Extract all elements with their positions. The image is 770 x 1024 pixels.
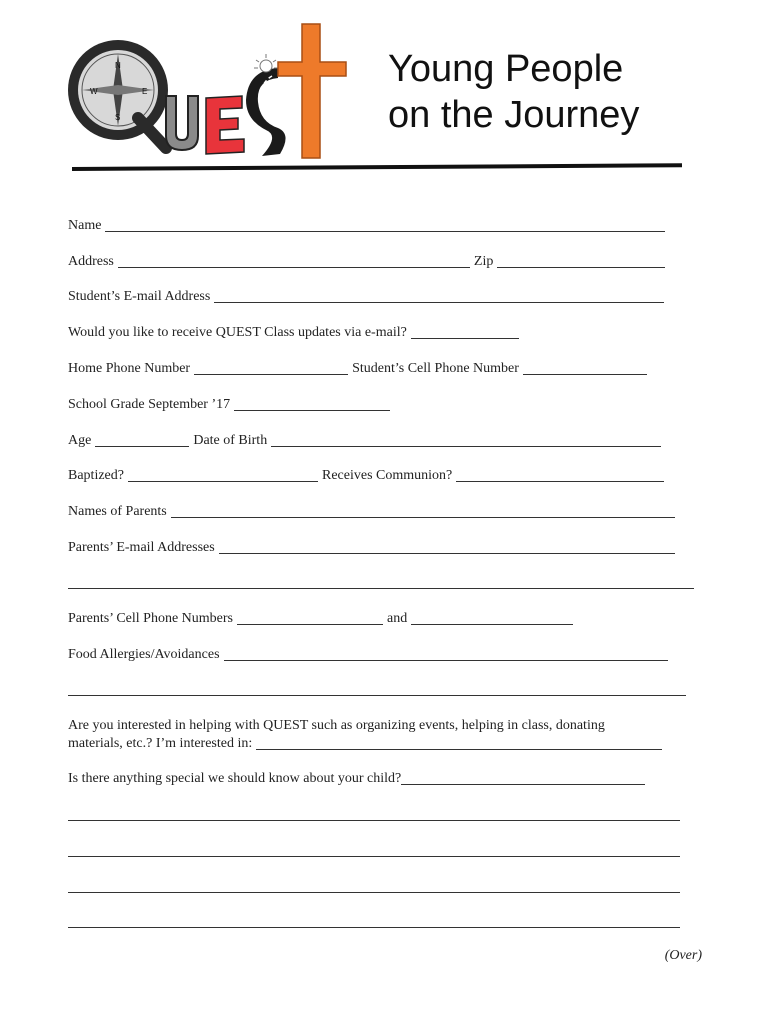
student-email-label: Student’s E-mail Address	[68, 289, 211, 304]
age-field[interactable]	[95, 432, 189, 447]
parents-email-label: Parents’ E-mail Addresses	[68, 540, 215, 555]
name-field[interactable]	[105, 217, 665, 232]
parents-email-extra-line[interactable]	[68, 588, 694, 589]
home-phone-label: Home Phone Number	[68, 361, 191, 376]
parents-email-field[interactable]	[219, 539, 675, 554]
updates-question: Would you like to receive QUEST Class updates via e-mail?	[68, 325, 407, 340]
dob-label: Date of Birth	[193, 433, 268, 448]
student-cell-label: Student’s Cell Phone Number	[352, 361, 519, 376]
baptized-label: Baptized?	[68, 468, 124, 483]
helping-line-2: materials, etc.? I’m interested in:	[68, 736, 253, 751]
address-label: Address	[68, 254, 114, 269]
parents-cell-label: Parents’ Cell Phone Numbers	[68, 611, 233, 626]
svg-text:W: W	[90, 87, 98, 96]
svg-text:N: N	[115, 61, 121, 70]
allergies-field[interactable]	[224, 646, 668, 661]
title-line-2: on the Journey	[388, 94, 640, 136]
baptized-field[interactable]	[128, 467, 318, 482]
compass-icon	[68, 40, 168, 148]
allergies-label: Food Allergies/Avoidances	[68, 647, 220, 662]
page-title	[388, 46, 639, 138]
helping-question	[68, 717, 688, 753]
updates-field[interactable]	[411, 324, 519, 339]
parents-names-row	[68, 503, 679, 521]
special-extra-line-4[interactable]	[68, 927, 680, 928]
student-email-row	[68, 288, 668, 306]
svg-text:E: E	[142, 87, 148, 96]
address-row	[68, 253, 669, 271]
svg-text:S: S	[115, 113, 121, 122]
parents-email-row	[68, 539, 679, 557]
zip-label: Zip	[473, 254, 494, 269]
sacraments-row	[68, 467, 668, 485]
special-extra-line-1[interactable]	[68, 820, 680, 821]
logo-text: QUEST	[66, 18, 70, 19]
dob-field[interactable]	[271, 432, 661, 447]
zip-field[interactable]	[497, 253, 665, 268]
helping-line-1: Are you interested in helping with QUEST such as organizing events, helping in class, donating	[68, 718, 605, 733]
quest-logo	[66, 18, 356, 168]
special-extra-line-3[interactable]	[68, 892, 680, 893]
special-extra-line-2[interactable]	[68, 856, 680, 857]
home-phone-field[interactable]	[194, 360, 348, 375]
address-field[interactable]	[118, 253, 470, 268]
school-grade-label: School Grade September ’17	[68, 397, 231, 412]
allergies-row	[68, 646, 672, 664]
student-cell-field[interactable]	[523, 360, 647, 375]
helping-field[interactable]	[256, 735, 662, 750]
name-label: Name	[68, 218, 102, 233]
special-field[interactable]	[401, 770, 645, 785]
allergies-extra-line[interactable]	[68, 695, 686, 696]
school-grade-field[interactable]	[234, 396, 390, 411]
special-row	[68, 770, 649, 788]
special-label: Is there anything special we should know about your child?	[68, 771, 402, 786]
title-line-1: Young People	[388, 48, 624, 90]
phone-row	[68, 360, 651, 378]
parents-names-field[interactable]	[171, 503, 675, 518]
communion-label: Receives Communion?	[321, 468, 453, 483]
name-row	[68, 217, 669, 235]
parents-cell-row	[68, 610, 577, 628]
age-label: Age	[68, 433, 92, 448]
and-label: and	[387, 611, 408, 626]
student-email-field[interactable]	[214, 288, 664, 303]
parents-cell-field-2[interactable]	[411, 610, 573, 625]
parents-names-label: Names of Parents	[68, 504, 167, 519]
school-grade-row	[68, 396, 394, 414]
parents-cell-field-1[interactable]	[237, 610, 383, 625]
over-note: (Over)	[664, 948, 702, 963]
communion-field[interactable]	[456, 467, 664, 482]
age-row	[68, 432, 665, 450]
updates-row	[68, 324, 523, 342]
